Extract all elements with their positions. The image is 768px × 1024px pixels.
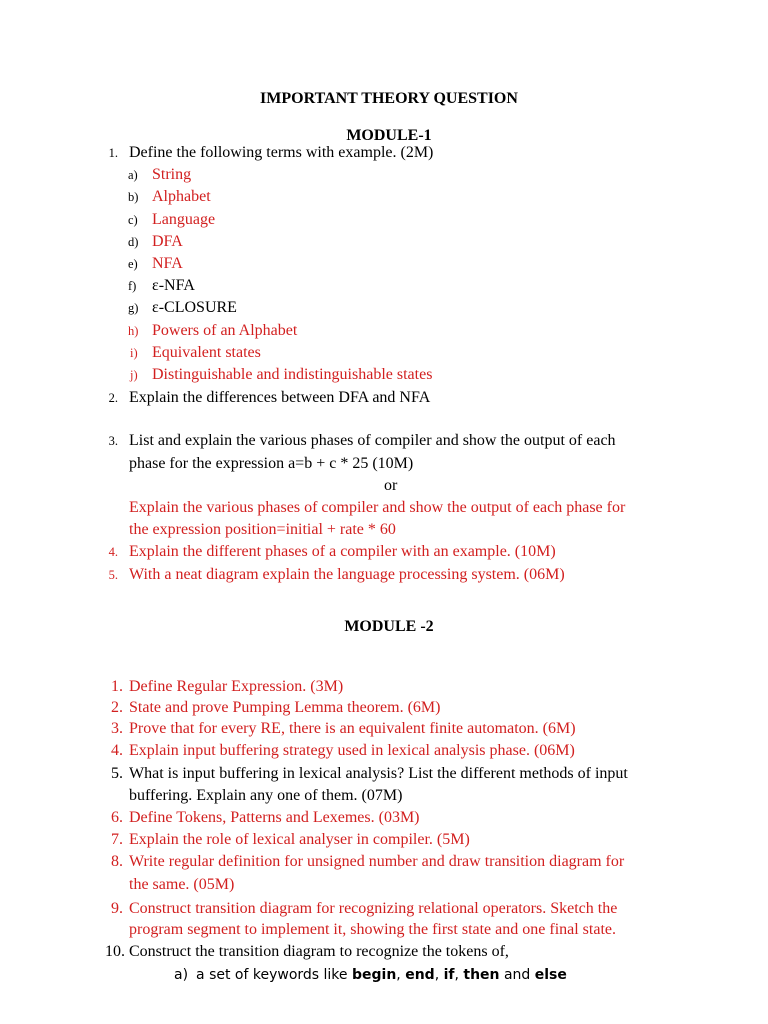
question-text: Construct the transition diagram to recognize the tokens of, <box>129 943 509 960</box>
question-text: Explain input buffering strategy used in lexical analysis phase. (06M) <box>129 742 575 759</box>
question-text: Explain the differences between DFA and NFA <box>129 389 431 406</box>
sub-item <box>174 964 567 986</box>
sub-item-prefix: a set of keywords like <box>196 967 352 983</box>
question-text: State and prove Pumping Lemma theorem. (6M) <box>129 699 441 716</box>
question-number: 7. <box>111 831 123 848</box>
question-number: 5. <box>108 568 118 582</box>
question-number: 2. <box>111 699 123 716</box>
question-number: 1. <box>111 678 123 695</box>
question-number: 4. <box>108 545 118 559</box>
question-number: 2. <box>108 391 118 405</box>
keyword: begin <box>351 967 397 983</box>
sub-item: ε-NFA <box>152 277 195 294</box>
question-number: 1. <box>108 146 118 160</box>
sub-letter: d) <box>128 235 139 249</box>
question-text: What is input buffering in lexical analysis? List the different methods of input <box>129 765 628 782</box>
sub-letter: a) <box>128 168 138 182</box>
question-text-continued: the same. (05M) <box>129 876 235 893</box>
question-text: Explain the different phases of a compiler with an example. (10M) <box>129 543 556 560</box>
or-separator: or <box>384 477 398 494</box>
question-number: 6. <box>111 809 123 826</box>
keyword: if <box>443 967 455 983</box>
module-2-title: MODULE -2 <box>344 618 434 635</box>
question-number: 4. <box>111 742 123 759</box>
sub-letter: f) <box>128 279 137 293</box>
question-text: Prove that for every RE, there is an equivalent finite automaton. (6M) <box>129 720 576 737</box>
sub-item: Alphabet <box>152 188 211 205</box>
question-text: Define Regular Expression. (3M) <box>129 678 344 695</box>
question-text: Define Tokens, Patterns and Lexemes. (03M) <box>129 809 420 826</box>
question-text: With a neat diagram explain the language processing system. (06M) <box>129 566 565 583</box>
sub-item: Distinguishable and indistinguishable states <box>152 366 433 383</box>
question-number: 8. <box>111 853 123 870</box>
sub-letter: j) <box>130 368 138 382</box>
module-1-title: MODULE-1 <box>346 127 432 144</box>
sub-item: NFA <box>152 255 183 272</box>
sub-letter: i) <box>130 346 138 360</box>
sub-item: Powers of an Alphabet <box>152 322 298 339</box>
separator: , <box>396 967 406 983</box>
separator: , <box>454 967 464 983</box>
question-text: Explain the role of lexical analyser in compiler. (5M) <box>129 831 470 848</box>
sub-letter: a) <box>174 967 189 983</box>
sub-letter: g) <box>128 301 139 315</box>
keyword: end <box>405 967 435 983</box>
question-number: 3. <box>111 720 123 737</box>
sub-letter: h) <box>128 324 139 338</box>
question-number: 3. <box>108 434 118 448</box>
sub-item: ε-CLOSURE <box>152 299 237 316</box>
alternate-question-continued: the expression position=initial + rate * 60 <box>129 521 396 538</box>
keyword: else <box>534 967 567 983</box>
question-number: 10. <box>105 943 125 960</box>
separator: , <box>434 967 444 983</box>
question-text: Write regular definition for unsigned number and draw transition diagram for <box>129 853 625 870</box>
sub-item: DFA <box>152 233 183 250</box>
sub-item: Equivalent states <box>152 344 261 361</box>
question-text-continued: program segment to implement it, showing the first state and one final state. <box>129 921 616 938</box>
keyword: then <box>463 967 500 983</box>
question-text: Define the following terms with example. (2M) <box>129 144 434 161</box>
question-text-continued: buffering. Explain any one of them. (07M) <box>129 787 403 804</box>
separator: and <box>499 967 535 983</box>
question-text: List and explain the various phases of compiler and show the output of each <box>129 432 616 449</box>
question-number: 9. <box>111 900 123 917</box>
sub-letter: e) <box>128 257 138 271</box>
question-text: Construct transition diagram for recognizing relational operators. Sketch the <box>129 900 618 917</box>
question-text-continued: phase for the expression a=b + c * 25 (10M) <box>129 455 414 472</box>
question-number: 5. <box>111 765 123 782</box>
sub-letter: b) <box>128 190 139 204</box>
sub-item: String <box>152 166 192 183</box>
alternate-question: Explain the various phases of compiler and show the output of each phase for <box>129 499 626 516</box>
document-heading: IMPORTANT THEORY QUESTION <box>260 90 518 107</box>
sub-item: Language <box>152 211 216 228</box>
sub-letter: c) <box>128 213 138 227</box>
